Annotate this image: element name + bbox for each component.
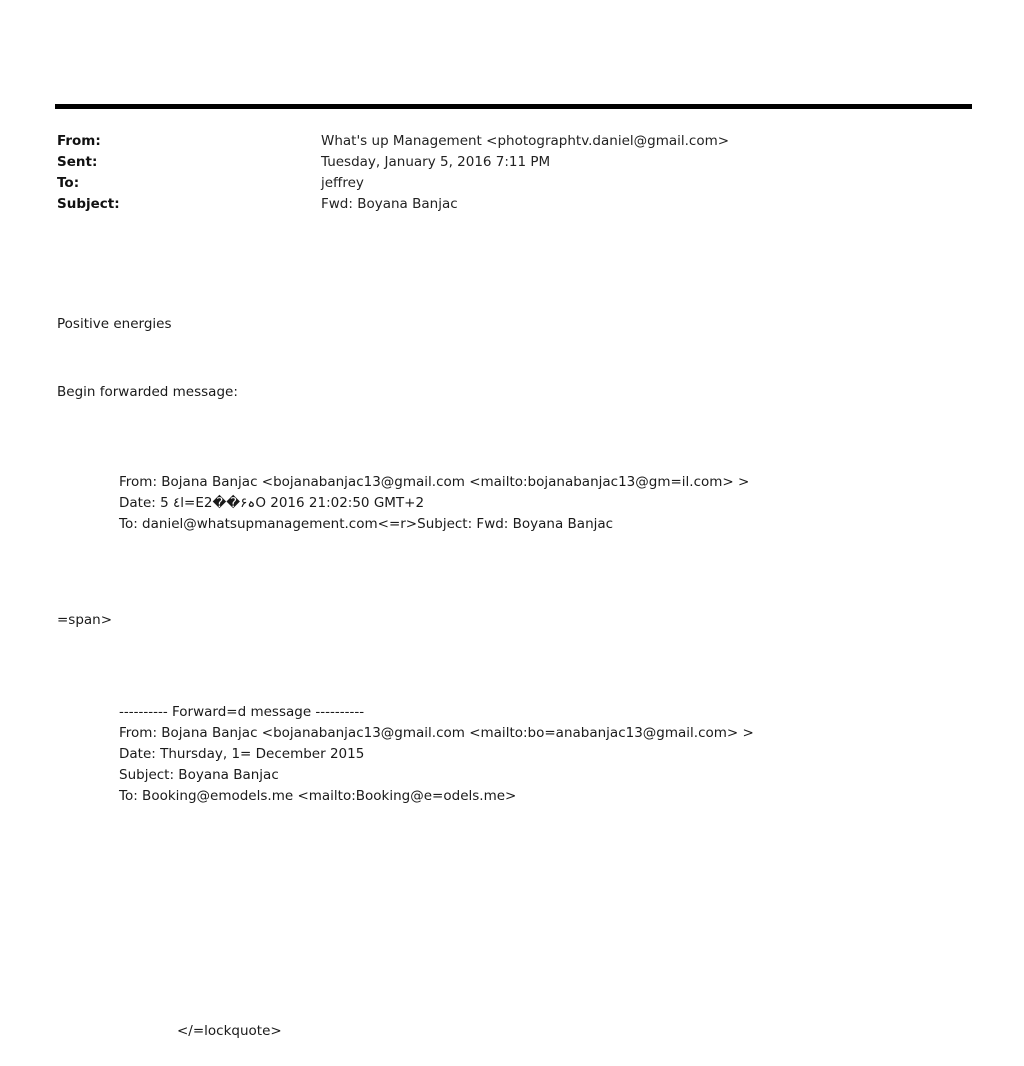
sent-label: Sent:: [57, 154, 98, 170]
blockquote-artifact-text: </=lockquote>: [177, 1023, 282, 1039]
span-artifact-text: =span>: [57, 612, 113, 628]
forward1-from: From: Bojana Banjac <bojanabanjac13@gmail.com <mailto:bojanabanjac13@gm=il.com> >: [119, 474, 750, 490]
begin-forwarded-text: Begin forwarded message:: [57, 384, 238, 400]
forward2-date: Date: Thursday, 1= December 2015: [119, 746, 365, 762]
forward1-to-subject: To: daniel@whatsupmanagement.com<=r>Subject: Fwd: Boyana Banjac: [119, 516, 614, 532]
greeting-text: Positive energies: [57, 316, 172, 332]
forward2-separator: ---------- Forward=d message ----------: [119, 704, 365, 720]
subject-label: Subject:: [57, 196, 120, 212]
subject-value: Fwd: Boyana Banjac: [321, 196, 458, 212]
to-value: jeffrey: [321, 175, 364, 191]
forward2-subject: Subject: Boyana Banjac: [119, 767, 279, 783]
to-label: To:: [57, 175, 80, 191]
header-divider: [55, 104, 972, 109]
from-value: What's up Management <photographtv.daniel@gmail.com>: [321, 133, 730, 149]
forward1-date: Date: 5 ٤l=E2��ہ۶O 2016 21:02:50 GMT+2: [119, 495, 425, 511]
from-label: From:: [57, 133, 101, 149]
sent-value: Tuesday, January 5, 2016 7:11 PM: [321, 154, 551, 170]
forward2-from: From: Bojana Banjac <bojanabanjac13@gmail.com <mailto:bo=anabanjac13@gmail.com> >: [119, 725, 754, 741]
forward2-to: To: Booking@emodels.me <mailto:Booking@e=odels.me>: [119, 788, 517, 804]
